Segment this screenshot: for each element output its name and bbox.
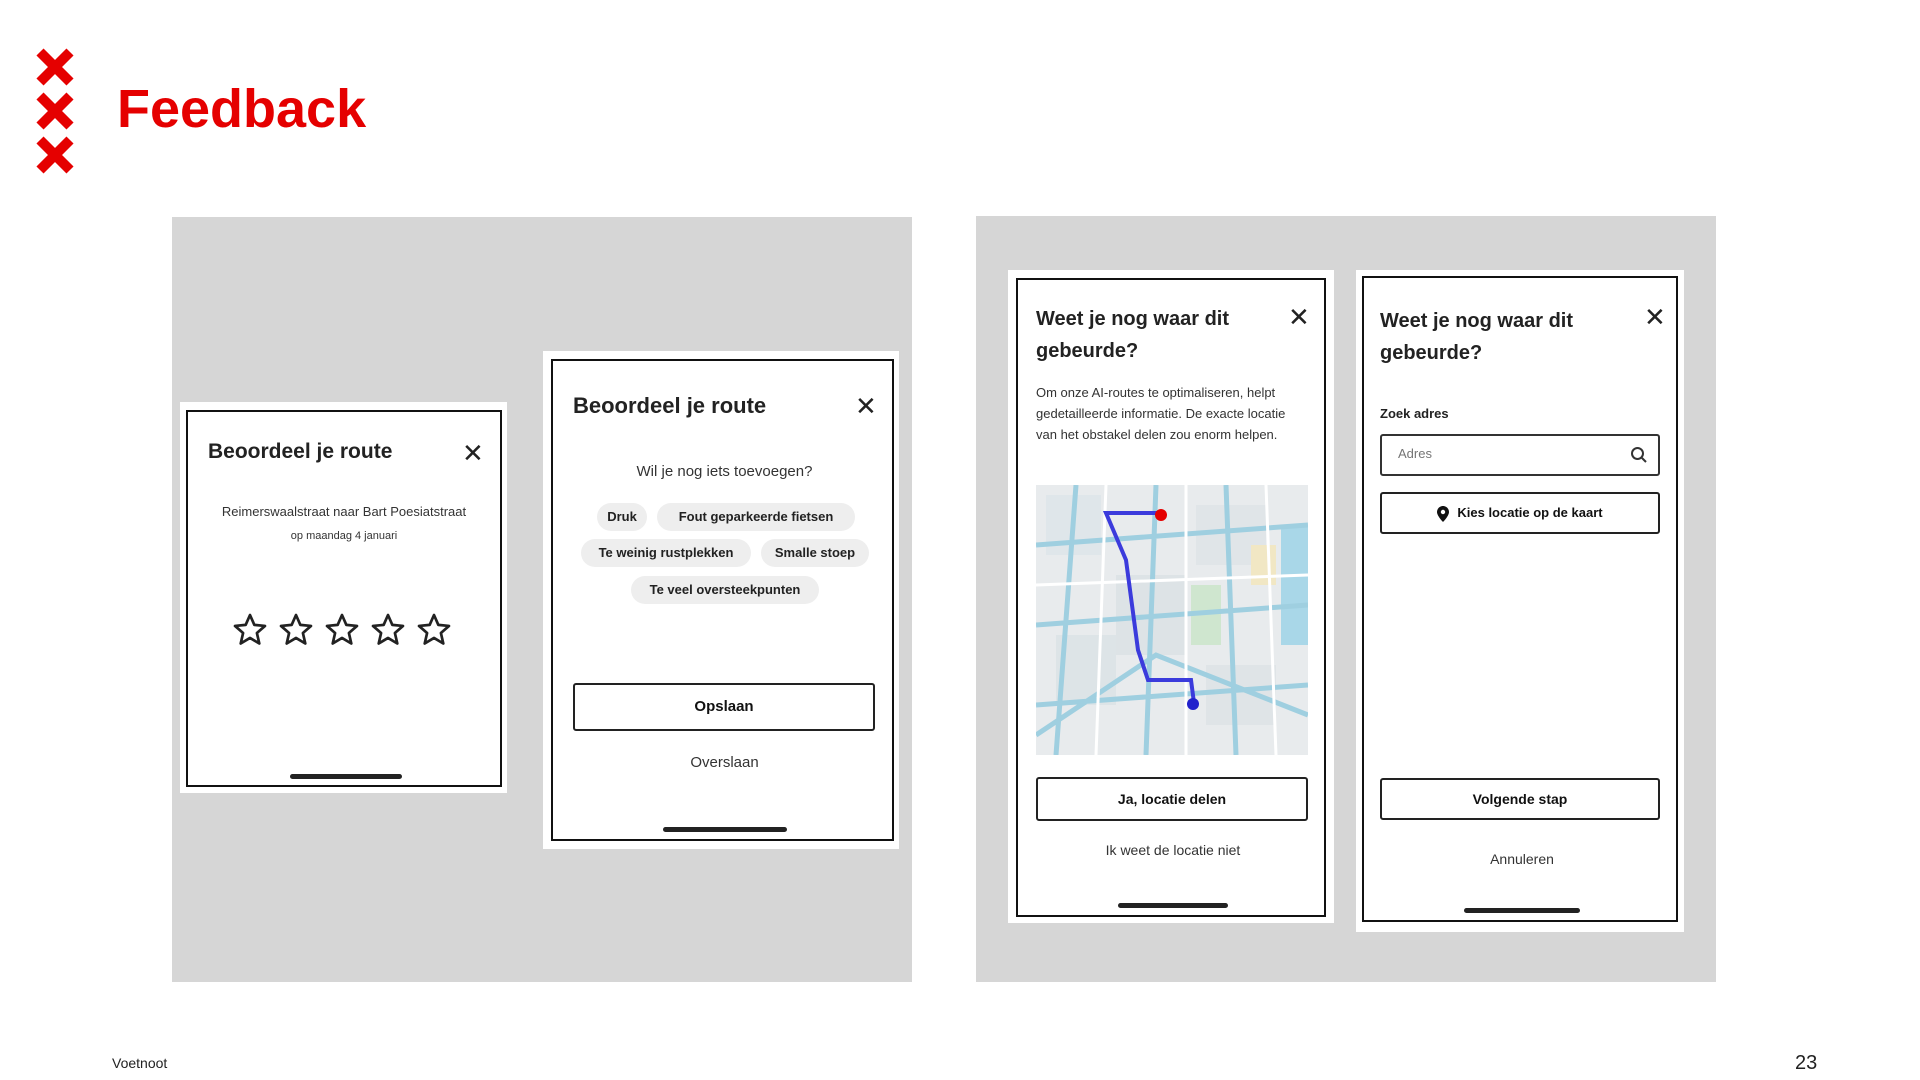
- tags-question: Wil je nog iets toevoegen?: [636, 463, 813, 480]
- amsterdam-logo: [36, 48, 76, 180]
- x-cross-icon: [36, 136, 74, 174]
- home-indicator: [290, 774, 402, 779]
- star-icon[interactable]: [324, 612, 360, 648]
- left-panel: [172, 217, 912, 982]
- chip-druk[interactable]: Druk: [597, 503, 647, 531]
- location-pin-icon: [1437, 506, 1449, 522]
- x-cross-icon: [36, 92, 74, 130]
- address-search-screen-frame: [1356, 270, 1684, 932]
- search-label: Zoek adres: [1380, 406, 1449, 421]
- page-number: 23: [1795, 1052, 1818, 1074]
- star-icon[interactable]: [416, 612, 452, 648]
- tags-title: Beoordeel je route: [573, 393, 767, 418]
- close-icon[interactable]: ✕: [462, 438, 484, 468]
- star-icon[interactable]: [278, 612, 314, 648]
- tags-screen-frame: [543, 351, 899, 849]
- home-indicator: [1118, 903, 1228, 908]
- route-map[interactable]: [1036, 485, 1308, 755]
- chip-te-weinig-rustplekken[interactable]: Te weinig rustplekken: [581, 539, 751, 567]
- search-icon[interactable]: [1630, 446, 1648, 464]
- skip-link[interactable]: Overslaan: [690, 754, 759, 771]
- close-icon[interactable]: ✕: [855, 391, 877, 421]
- choose-on-map-label: Kies locatie op de kaart: [1457, 505, 1603, 520]
- location-title-line2: gebeurde?: [1036, 340, 1139, 362]
- search-field[interactable]: [1380, 434, 1660, 476]
- x-cross-icon: [36, 48, 74, 86]
- rating-title: Beoordeel je route: [208, 440, 393, 463]
- search-input[interactable]: [1396, 445, 1620, 462]
- footnote: Voetnoot: [112, 1055, 168, 1071]
- close-icon[interactable]: ✕: [1288, 302, 1310, 332]
- save-button[interactable]: Opslaan: [573, 683, 875, 731]
- unknown-location-link[interactable]: Ik weet de locatie niet: [1105, 842, 1241, 858]
- star-icon[interactable]: [370, 612, 406, 648]
- location-title-line1: Weet je nog waar dit: [1036, 308, 1229, 330]
- next-step-button[interactable]: Volgende stap: [1380, 778, 1660, 820]
- search-title-line2: gebeurde?: [1380, 342, 1483, 364]
- cancel-link[interactable]: Annuleren: [1490, 851, 1554, 867]
- search-title-line1: Weet je nog waar dit: [1380, 310, 1573, 332]
- route-text: Reimerswaalstraat naar Bart Poesiatstraat: [221, 504, 467, 519]
- rating-screen: [186, 410, 502, 787]
- close-icon[interactable]: ✕: [1644, 302, 1666, 332]
- location-share-screen-frame: [1008, 270, 1334, 923]
- tags-screen: [551, 359, 894, 841]
- home-indicator: [1464, 908, 1580, 913]
- share-location-button[interactable]: Ja, locatie delen: [1036, 777, 1308, 821]
- star-icon[interactable]: [232, 612, 268, 648]
- route-date: op maandag 4 januari: [290, 530, 398, 542]
- rating-screen-frame: [180, 402, 507, 793]
- slide-title: Feedback: [117, 79, 367, 139]
- choose-on-map-button[interactable]: [1380, 492, 1660, 534]
- address-search-screen: [1362, 276, 1678, 922]
- chip-smalle-stoep[interactable]: Smalle stoep: [761, 539, 869, 567]
- chip-te-veel-oversteekpunten[interactable]: Te veel oversteekpunten: [631, 576, 819, 604]
- home-indicator: [663, 827, 787, 832]
- location-share-screen: [1016, 278, 1326, 917]
- chip-fout-geparkeerde-fietsen[interactable]: Fout geparkeerde fietsen: [657, 503, 855, 531]
- right-panel: [976, 216, 1716, 982]
- location-description: Om onze AI-routes te optimaliseren, helpt gedetailleerde informatie. De exacte locatie van het obstakel delen zou enorm helpen.: [1036, 385, 1286, 442]
